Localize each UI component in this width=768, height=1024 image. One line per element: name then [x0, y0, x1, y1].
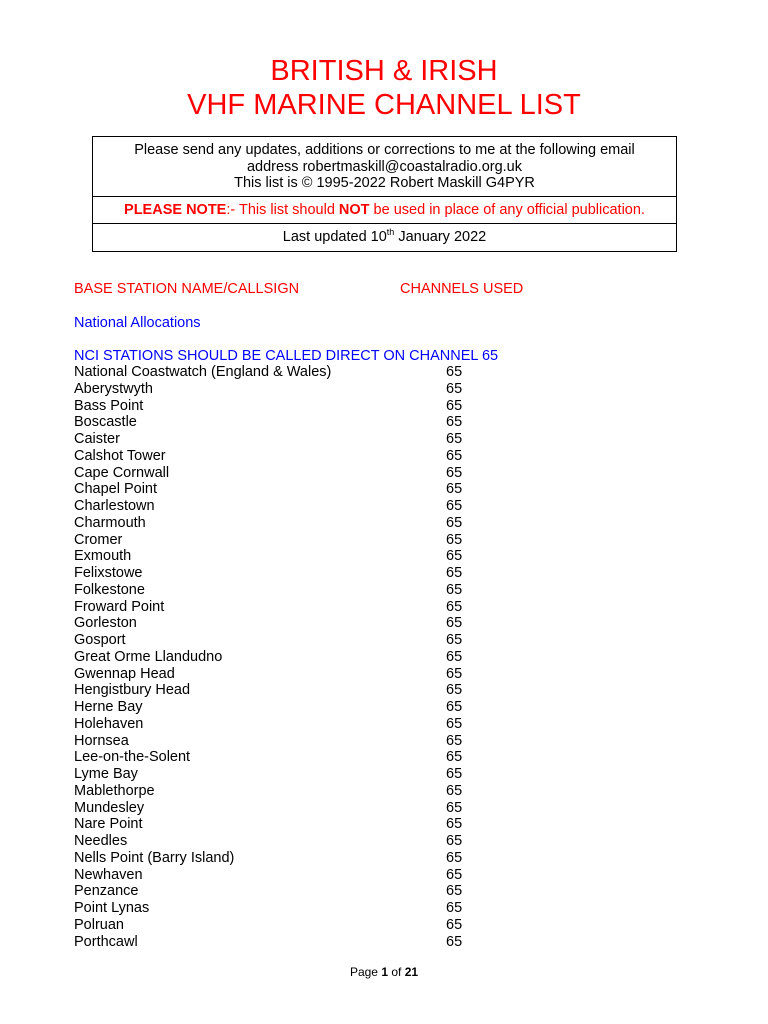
station-row: [74, 565, 494, 582]
station-channel: 65: [446, 464, 463, 481]
station-channel: 65: [446, 715, 463, 732]
station-name: Mundesley: [74, 799, 145, 816]
page-total: 21: [404, 965, 419, 979]
station-row: [74, 816, 494, 833]
station-name: Cape Cornwall: [74, 464, 170, 481]
station-name: Gorleston: [74, 615, 137, 632]
station-row: [74, 414, 494, 431]
station-channel: 65: [446, 380, 463, 397]
note-label: PLEASE NOTE: [124, 201, 227, 218]
station-name: Boscastle: [74, 414, 137, 431]
station-name: Hornsea: [74, 732, 129, 749]
station-name: Charlestown: [74, 498, 155, 514]
station-channel: 65: [446, 833, 463, 849]
station-row: [74, 783, 494, 800]
station-channel: 65: [446, 916, 463, 933]
page-label: Page: [349, 965, 382, 979]
station-name: Point Lynas: [74, 900, 150, 916]
note-text-2: be used in place of any official publication.: [369, 201, 645, 218]
station-channel: 65: [446, 531, 463, 548]
station-row: [74, 632, 494, 649]
note-row: [93, 196, 676, 223]
station-row: [74, 599, 494, 616]
channels-column-header: CHANNELS USED: [400, 281, 524, 297]
page-of-label: of: [388, 965, 405, 979]
station-channel: 65: [446, 514, 463, 531]
station-channel: 65: [446, 732, 463, 749]
station-row: [74, 682, 494, 699]
contact-row: [93, 137, 676, 196]
station-name: Bass Point: [74, 397, 144, 414]
station-channel: 65: [446, 749, 463, 766]
nci-section-heading: NCI STATIONS SHOULD BE CALLED DIRECT ON CHANNEL 65: [74, 348, 499, 364]
station-name: Herne Bay: [74, 699, 143, 715]
station-row: [74, 465, 494, 482]
station-row: [74, 934, 494, 951]
station-row: [74, 716, 494, 733]
station-name: Great Orme Llandudno: [74, 648, 223, 665]
station-channel: 65: [446, 900, 463, 916]
station-list: [74, 364, 494, 950]
document-title-line-1: BRITISH & IRISH: [270, 55, 498, 87]
station-row: [74, 498, 494, 515]
page-current: 1: [381, 965, 388, 979]
station-name: Porthcawl: [74, 933, 138, 950]
station-row: [74, 699, 494, 716]
document-title-line-2: VHF MARINE CHANNEL LIST: [187, 89, 581, 121]
station-row: [74, 398, 494, 415]
station-name: Gwennap Head: [74, 665, 175, 682]
station-name: Calshot Tower: [74, 447, 166, 464]
station-name: Mablethorpe: [74, 782, 155, 799]
updated-suffix: January 2022: [394, 228, 487, 245]
station-name: Penzance: [74, 883, 139, 900]
station-name: Hengistbury Head: [74, 682, 191, 699]
station-row: [74, 917, 494, 934]
station-channel: 65: [446, 682, 463, 699]
contact-text-line-1: Please send any updates, additions or corrections to me at the following email: [134, 142, 635, 158]
station-name: Gosport: [74, 632, 126, 648]
station-row: [74, 883, 494, 900]
station-channel: 65: [446, 648, 463, 665]
station-row: [74, 448, 494, 465]
station-channel: 65: [446, 447, 463, 464]
station-channel: 65: [446, 431, 463, 447]
station-name: Folkestone: [74, 581, 145, 598]
note-text-1: :- This list should: [226, 201, 339, 218]
station-name: Aberystwyth: [74, 380, 153, 397]
station-name: Felixstowe: [74, 565, 143, 581]
station-row: [74, 766, 494, 783]
station-channel: 65: [446, 632, 463, 648]
info-box: [92, 136, 677, 252]
updated-prefix: Last updated 10: [282, 228, 387, 245]
station-name: Newhaven: [74, 866, 143, 883]
station-channel: 65: [446, 816, 463, 833]
station-channel: 65: [446, 364, 463, 380]
station-channel: 65: [446, 565, 463, 581]
station-name: National Coastwatch (England & Wales): [74, 364, 332, 380]
station-channel: 65: [446, 933, 463, 950]
station-channel: 65: [446, 498, 463, 514]
station-row: [74, 381, 494, 398]
station-channel: 65: [446, 849, 463, 866]
station-channel: 65: [446, 665, 463, 682]
station-channel: 65: [446, 397, 463, 414]
station-channel: 65: [446, 598, 463, 615]
page-footer: [0, 965, 768, 979]
station-name: Holehaven: [74, 715, 144, 732]
station-name: Nells Point (Barry Island): [74, 849, 235, 866]
station-name: Charmouth: [74, 514, 146, 531]
station-row: [74, 867, 494, 884]
station-channel: 65: [446, 782, 463, 799]
station-channel: 65: [446, 481, 463, 498]
station-row: [74, 800, 494, 817]
station-channel: 65: [446, 766, 463, 782]
updated-row: [93, 223, 676, 251]
station-row: [74, 615, 494, 632]
station-channel: 65: [446, 699, 463, 715]
station-row: [74, 733, 494, 750]
station-row: [74, 515, 494, 532]
station-name: Froward Point: [74, 598, 165, 615]
station-name: Lee-on-the-Solent: [74, 749, 191, 766]
station-row: [74, 481, 494, 498]
station-row: [74, 833, 494, 850]
station-channel: 65: [446, 866, 463, 883]
station-row: [74, 364, 494, 381]
station-name: Nare Point: [74, 816, 143, 833]
station-row: [74, 649, 494, 666]
station-name: Chapel Point: [74, 481, 158, 498]
station-row: [74, 850, 494, 867]
station-name: Polruan: [74, 916, 124, 933]
station-channel: 65: [446, 581, 463, 598]
station-channel: 65: [446, 548, 463, 565]
station-row: [74, 582, 494, 599]
station-row: [74, 532, 494, 549]
station-row: [74, 666, 494, 683]
updated-ordinal: th: [386, 226, 395, 237]
contact-text-line-2: address robertmaskill@coastalradio.org.uk: [246, 158, 523, 175]
national-allocations-heading: National Allocations: [74, 315, 201, 331]
station-channel: 65: [446, 414, 463, 431]
station-row: [74, 749, 494, 766]
station-column-header: BASE STATION NAME/CALLSIGN: [74, 281, 300, 297]
station-channel: 65: [446, 615, 463, 632]
station-row: [74, 900, 494, 917]
station-name: Cromer: [74, 531, 123, 548]
station-name: Exmouth: [74, 548, 132, 565]
station-row: [74, 431, 494, 448]
station-channel: 65: [446, 883, 463, 900]
note-emphasis: NOT: [338, 201, 370, 218]
station-row: [74, 548, 494, 565]
station-name: Needles: [74, 833, 128, 849]
station-name: Lyme Bay: [74, 766, 138, 782]
copyright-text: This list is © 1995-2022 Robert Maskill G4PYR: [234, 175, 535, 191]
station-name: Caister: [74, 431, 120, 447]
station-channel: 65: [446, 799, 463, 816]
